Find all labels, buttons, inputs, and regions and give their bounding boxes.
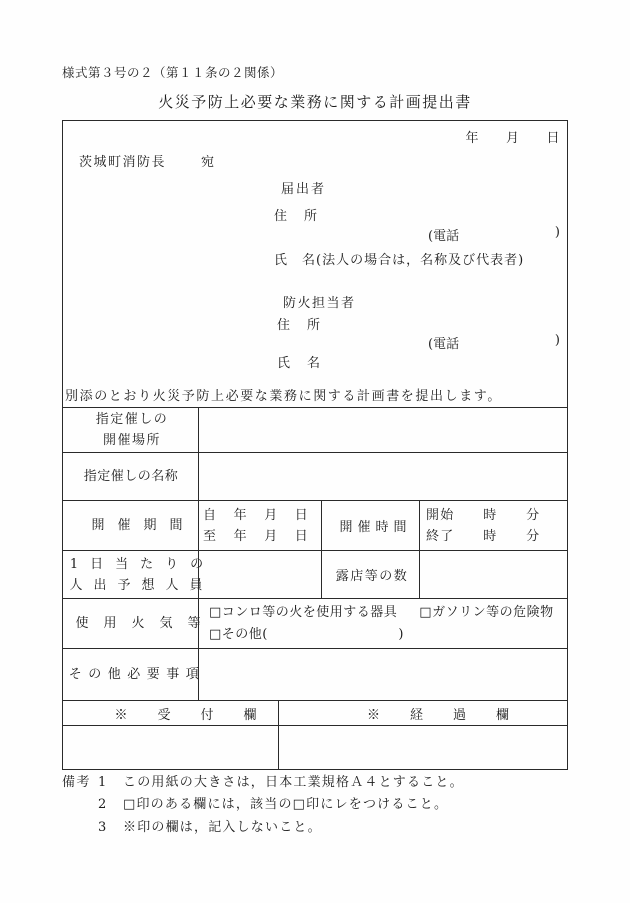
receipt-column-header: ※受付欄: [114, 707, 287, 723]
phone-close: ): [554, 225, 560, 240]
remark-text: この用紙の大きさは，日本工業規格Ａ４とすること。: [123, 775, 464, 790]
remark-line: [62, 772, 464, 794]
stalls-value-cell: [419, 551, 567, 598]
notifier-phone-field: [428, 225, 560, 244]
remark-line: [62, 794, 464, 816]
form-header-area: [63, 121, 567, 407]
row-period: [63, 500, 567, 550]
notifier-address-label: 住 所: [274, 209, 320, 224]
fire-manager-phone-field: [428, 333, 560, 352]
period-from: 自 年 月 日: [203, 507, 311, 523]
checkbox-other-close: ): [398, 626, 404, 642]
fire-manager-name-label: 氏 名: [277, 356, 323, 371]
remark-text: ※印の欄は，記入しないこと。: [123, 819, 322, 835]
addressee-line: [79, 151, 216, 170]
fire-use-label: 使用火気等: [75, 616, 216, 631]
stalls-label: 露店等の数: [321, 551, 419, 598]
time-label: 開催時間: [321, 501, 419, 550]
fire-manager-address-label: 住 所: [277, 318, 323, 333]
progress-column-header: ※経過欄: [278, 701, 567, 725]
remark-number: 2: [98, 797, 108, 813]
submission-statement: 別添のとおり火災予防上必要な業務に関する計画書を提出します。: [65, 389, 502, 404]
addressee-suffix: 宛: [201, 155, 216, 170]
phone-open: (電話: [428, 337, 460, 352]
row-visitors: [63, 550, 567, 598]
remark-text: □印のある欄には，該当の□印にレをつけること。: [123, 797, 449, 813]
remark-number: 1: [98, 775, 108, 790]
visitors-label: 1日当たりの 人出予想人員: [69, 556, 216, 593]
remark-number: 3: [98, 819, 108, 835]
venue-label: 指定催しの 開催場所: [95, 412, 169, 448]
time-value-cell: [419, 501, 567, 550]
checkbox-other-open: □その他(: [209, 626, 268, 642]
time-start: 開始 時 分: [426, 507, 541, 523]
checkbox-stove-appliance: □コンロ等の火を使用する器具: [209, 604, 398, 620]
receipt-cell: [63, 726, 278, 769]
addressee: 茨城町消防長: [79, 155, 167, 170]
event-name-label: 指定催しの名称: [83, 469, 179, 484]
visitors-value-cell: [198, 551, 321, 598]
period-to: 至 年 月 日: [203, 528, 311, 544]
progress-cell: [278, 726, 567, 769]
venue-value-cell: [198, 408, 567, 452]
phone-open: (電話: [428, 229, 460, 244]
event-name-value-cell: [198, 453, 567, 500]
notifier-name-label: 氏 名(法人の場合は，名称及び代表者): [274, 253, 525, 268]
row-office-headers: [63, 700, 567, 725]
phone-close: ): [554, 333, 560, 348]
form-number: 様式第３号の２（第１１条の２関係）: [62, 65, 284, 80]
row-office-cells: [63, 725, 567, 769]
checkbox-other: [209, 624, 404, 646]
fire-manager-label: 防火担当者: [283, 296, 356, 311]
row-fire-use: [63, 598, 567, 648]
notifier-label: 届出者: [281, 182, 327, 197]
row-venue: [63, 407, 567, 452]
remarks-label: 備考: [62, 775, 92, 790]
row-event-name: [63, 452, 567, 500]
other-items-label: その他必要事項: [68, 667, 206, 682]
remark-line: [62, 817, 464, 839]
other-items-value-cell: [198, 649, 567, 700]
period-label: 開催期間: [91, 518, 196, 533]
remarks: [62, 772, 464, 839]
checkbox-gasoline-hazmat: □ガソリン等の危険物: [419, 604, 554, 620]
form-frame: [62, 120, 568, 770]
row-other-items: [63, 648, 567, 700]
period-value-cell: [198, 501, 321, 550]
fire-use-options-cell: [198, 599, 567, 648]
date-field: 年 月 日: [465, 131, 560, 146]
time-end: 終了 時 分: [426, 528, 541, 544]
page-title: 火災予防上必要な業務に関する計画提出書: [158, 93, 472, 111]
